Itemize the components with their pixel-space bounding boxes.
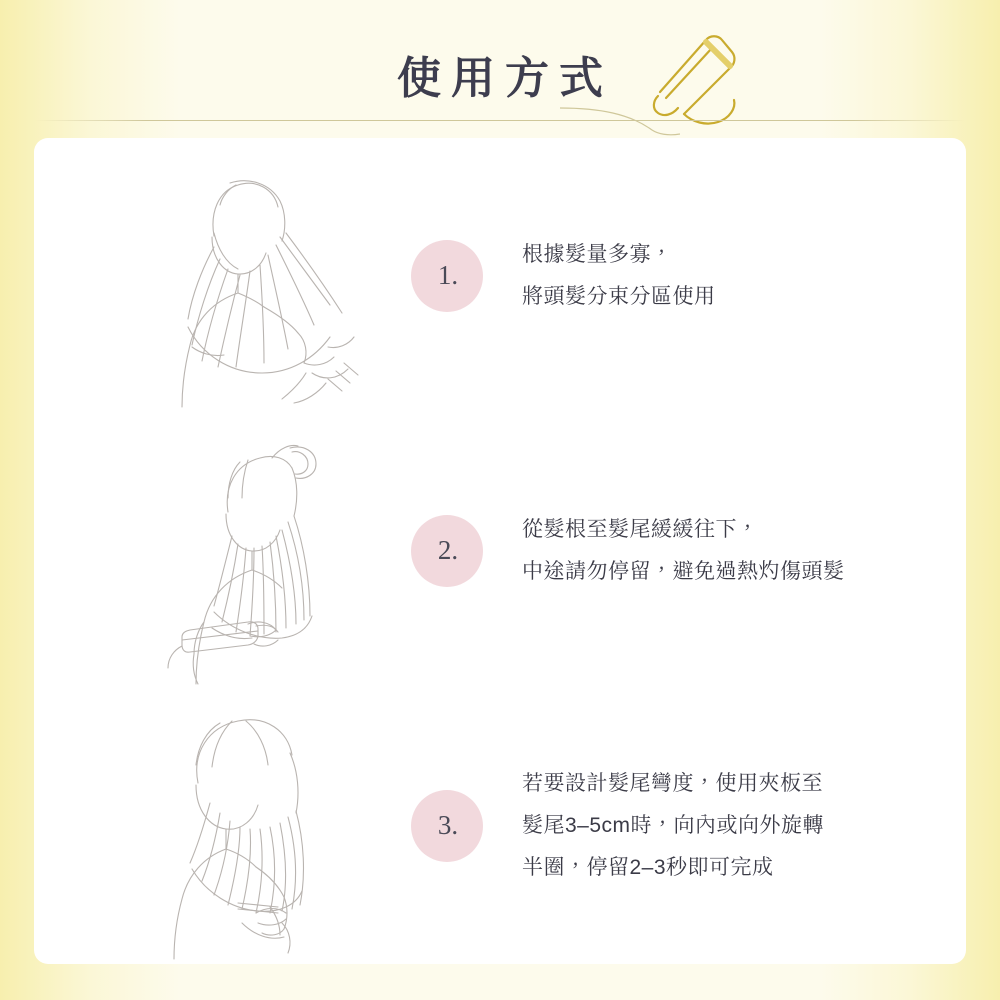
page-header (0, 0, 1000, 140)
woman-curling-hair-ends-illustration (42, 691, 372, 961)
step-badge-wrap (372, 790, 522, 862)
step-item (34, 688, 966, 963)
step-number-badge: 3. (411, 790, 483, 862)
step-item (34, 138, 966, 413)
woman-using-flat-iron-illustration (42, 416, 372, 686)
steps-card (34, 138, 966, 964)
step-item (34, 413, 966, 688)
step-text-line: 髮尾3–5cm時，向內或向外旋轉 (522, 813, 825, 837)
step-number-badge: 2. (411, 515, 483, 587)
step-text (522, 234, 966, 318)
steps-list (34, 138, 966, 964)
step-text-line: 將頭髮分束分區使用 (522, 284, 716, 308)
step-text-line: 半圈，停留2–3秒即可完成 (522, 855, 774, 879)
step-text-line: 若要設計髮尾彎度，使用夾板至 (522, 771, 823, 795)
step-text-line: 根據髮量多寡， (522, 242, 673, 266)
step-text (522, 763, 966, 889)
step-text (522, 509, 966, 593)
step-number-badge: 1. (411, 240, 483, 312)
page-title: 使用方式 (397, 54, 613, 103)
step-text-line: 從髮根至髮尾緩緩往下， (522, 517, 759, 541)
title-divider (34, 120, 966, 121)
step-text-line: 中途請勿停留，避免過熱灼傷頭髮 (522, 559, 845, 583)
woman-combing-hair-illustration (42, 141, 372, 411)
divider-curve (560, 104, 680, 138)
step-badge-wrap (372, 240, 522, 312)
step-badge-wrap (372, 515, 522, 587)
